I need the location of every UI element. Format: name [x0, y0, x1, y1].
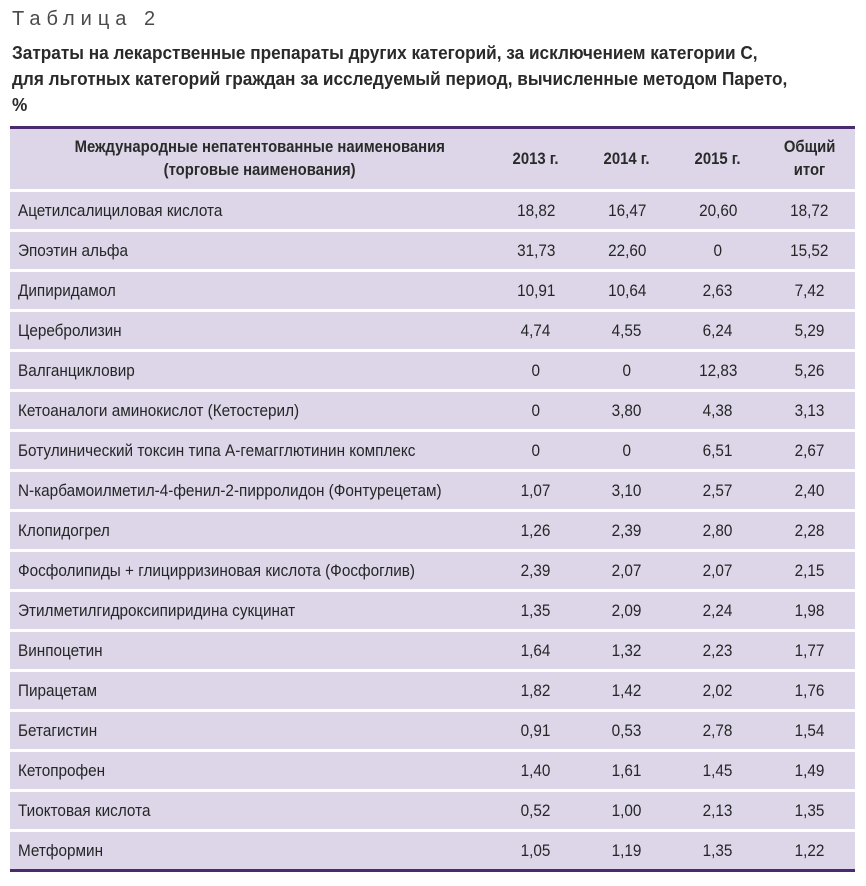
- cell-2015: [672, 231, 764, 271]
- cell-total-text: 1,77: [794, 640, 825, 660]
- cell-2013-text: 0: [531, 440, 541, 460]
- cell-drug-name: [10, 631, 490, 671]
- cell-total: [764, 831, 855, 871]
- cell-total-text: 2,28: [794, 520, 825, 540]
- cell-2014: [582, 431, 672, 471]
- cell-2015: [672, 311, 764, 351]
- table-row: [10, 671, 855, 711]
- cell-2014: [582, 191, 672, 231]
- cell-2014: [582, 831, 672, 871]
- cell-2015-text: 2,57: [703, 480, 733, 500]
- cell-2014: [582, 471, 672, 511]
- cell-total-text: 1,49: [794, 760, 825, 780]
- cell-total-text: 7,42: [794, 280, 825, 300]
- cell-2015-text: 20,60: [698, 200, 738, 220]
- cell-drug-name: [10, 311, 490, 351]
- cell-2013: [490, 551, 582, 591]
- cell-2014-text: 0: [622, 440, 632, 460]
- cell-2015-text: 2,78: [703, 720, 733, 740]
- cell-2013-text: 0,91: [521, 720, 551, 740]
- cell-2014-text: 2,39: [612, 520, 642, 540]
- cell-2015-text: 2,02: [703, 680, 733, 700]
- cell-drug-name: [10, 751, 490, 791]
- cell-drug-name-text: Кетоаналоги аминокислот (Кетостерил): [18, 400, 300, 420]
- cell-2013: [490, 391, 582, 431]
- cell-drug-name: [10, 551, 490, 591]
- cell-2013-text: 31,73: [516, 240, 556, 260]
- cell-2015-text: 2,23: [703, 640, 733, 660]
- cell-2014-text: 4,55: [612, 320, 642, 340]
- table-caption: Затраты на лекарственные препараты других категорий, за исключением категории С, для льготных категорий граждан за исследуемый период, вычисленные методом Парето, %: [12, 42, 788, 115]
- cell-2013-text: 1,35: [521, 600, 551, 620]
- cell-2013: [490, 431, 582, 471]
- cell-drug-name-text: Тиоктовая кислота: [18, 800, 151, 820]
- cell-2015: [672, 191, 764, 231]
- cell-drug-name-text: Клопидогрел: [18, 520, 110, 540]
- cell-2013: [490, 351, 582, 391]
- cell-drug-name: [10, 671, 490, 711]
- cell-2013-text: 1,07: [521, 480, 551, 500]
- table-row: [10, 591, 855, 631]
- cell-drug-name-text: Церебролизин: [18, 320, 122, 340]
- cell-drug-name: [10, 511, 490, 551]
- cell-drug-name: [10, 391, 490, 431]
- cell-2015: [672, 791, 764, 831]
- cell-drug-name: [10, 231, 490, 271]
- cell-total-text: 1,54: [794, 720, 825, 740]
- cell-total: [764, 431, 855, 471]
- cell-total: [764, 671, 855, 711]
- cell-2015: [672, 471, 764, 511]
- cell-2013: [490, 791, 582, 831]
- cell-2015: [672, 671, 764, 711]
- cell-drug-name-text: Кетопрофен: [18, 760, 106, 780]
- cell-drug-name-text: Метформин: [18, 840, 104, 860]
- table-row: [10, 711, 855, 751]
- table-row: [10, 191, 855, 231]
- cell-2015: [672, 591, 764, 631]
- header-drug-name-line1: Международные непатентованные наименования: [74, 138, 446, 156]
- cell-total: [764, 791, 855, 831]
- header-2014-label: 2014 г.: [603, 149, 650, 168]
- table-body: [10, 191, 855, 871]
- cell-total-text: 2,40: [794, 480, 825, 500]
- cell-2013-text: 1,64: [521, 640, 551, 660]
- cell-2014-text: 2,09: [612, 600, 642, 620]
- cell-drug-name: [10, 471, 490, 511]
- cell-drug-name-text: Ацетилсалициловая кислота: [18, 200, 223, 220]
- header-2015-label: 2015 г.: [694, 149, 741, 168]
- cell-2014-text: 10,64: [607, 280, 647, 300]
- cell-2014: [582, 711, 672, 751]
- cell-2013: [490, 671, 582, 711]
- cell-total: [764, 711, 855, 751]
- cell-total: [764, 591, 855, 631]
- cell-2015: [672, 551, 764, 591]
- cell-total: [764, 551, 855, 591]
- cell-total-text: 3,13: [794, 400, 825, 420]
- cell-2015-text: 6,24: [703, 320, 733, 340]
- cell-2014: [582, 751, 672, 791]
- cell-total: [764, 751, 855, 791]
- cell-2014: [582, 551, 672, 591]
- cell-drug-name: [10, 711, 490, 751]
- cell-2014-text: 1,42: [612, 680, 642, 700]
- cell-total: [764, 191, 855, 231]
- cell-2015: [672, 431, 764, 471]
- pareto-cost-table: [10, 126, 855, 872]
- table-row: [10, 831, 855, 871]
- cell-2015-text: 12,83: [698, 360, 738, 380]
- cell-total-text: 2,15: [794, 560, 825, 580]
- cell-2015: [672, 391, 764, 431]
- header-drug-name-line2: (торговые наименования): [164, 161, 356, 179]
- header-2014: [582, 128, 672, 191]
- cell-2013: [490, 471, 582, 511]
- cell-total-text: 15,52: [790, 240, 829, 260]
- cell-2013: [490, 231, 582, 271]
- header-2013-label: 2013 г.: [512, 149, 559, 168]
- cell-2014-text: 1,00: [612, 800, 642, 820]
- table-row: [10, 271, 855, 311]
- cell-2013: [490, 271, 582, 311]
- cell-2013-text: 1,26: [521, 520, 551, 540]
- cell-drug-name-text: N-карбамоилметил-4-фенил-2-пирролидон (Фонтурецетам): [18, 480, 442, 500]
- cell-2013-text: 1,05: [521, 840, 551, 860]
- cell-2013-text: 4,74: [521, 320, 551, 340]
- cell-2013: [490, 191, 582, 231]
- cell-2014: [582, 791, 672, 831]
- cell-2015-text: 4,38: [703, 400, 733, 420]
- table-row: [10, 431, 855, 471]
- cell-total-text: 1,22: [794, 840, 825, 860]
- cell-2015-text: 0: [713, 240, 723, 260]
- table-row: [10, 551, 855, 591]
- cell-drug-name: [10, 831, 490, 871]
- cell-drug-name-text: Валганцикловир: [18, 360, 135, 380]
- cell-2015-text: 6,51: [703, 440, 733, 460]
- cell-2013: [490, 591, 582, 631]
- cell-2015: [672, 271, 764, 311]
- cell-drug-name-text: Эпоэтин альфа: [18, 240, 129, 260]
- cell-total-text: 5,29: [794, 320, 825, 340]
- cell-2015-text: 1,35: [703, 840, 733, 860]
- cell-2014-text: 1,61: [612, 760, 642, 780]
- cell-drug-name: [10, 591, 490, 631]
- cell-2015-text: 2,07: [703, 560, 733, 580]
- cell-2014: [582, 271, 672, 311]
- cell-drug-name: [10, 351, 490, 391]
- cell-total-text: 1,35: [794, 800, 825, 820]
- cell-total-text: 18,72: [790, 200, 829, 220]
- cell-2014-text: 3,10: [612, 480, 642, 500]
- cell-total: [764, 271, 855, 311]
- cell-total: [764, 311, 855, 351]
- cell-2014-text: 22,60: [607, 240, 647, 260]
- cell-total-text: 1,76: [794, 680, 825, 700]
- cell-2013-text: 0: [531, 400, 541, 420]
- cell-2014: [582, 671, 672, 711]
- header-total: [764, 128, 855, 191]
- cell-2015-text: 2,63: [703, 280, 733, 300]
- cell-2015: [672, 831, 764, 871]
- cell-2015-text: 2,24: [703, 600, 733, 620]
- cell-total: [764, 231, 855, 271]
- cell-2014-text: 3,80: [612, 400, 642, 420]
- cell-2014-text: 0,53: [612, 720, 642, 740]
- cell-2013: [490, 311, 582, 351]
- cell-drug-name-text: Дипиридамол: [18, 280, 116, 300]
- cell-total: [764, 631, 855, 671]
- cell-drug-name-text: Фосфолипиды + глицирризиновая кислота (Фосфоглив): [18, 560, 416, 580]
- cell-2013: [490, 831, 582, 871]
- cell-2015-text: 2,80: [703, 520, 733, 540]
- header-2013: [490, 128, 582, 191]
- table-row: [10, 471, 855, 511]
- cell-drug-name-text: Ботулинический токсин типа А-гемагглютинин комплекс: [18, 440, 416, 460]
- table-row: [10, 751, 855, 791]
- header-total-line2: итог: [793, 161, 826, 179]
- table-row: [10, 391, 855, 431]
- header-2015: [672, 128, 764, 191]
- cell-total-text: 2,67: [794, 440, 825, 460]
- table-header-row: [10, 128, 855, 191]
- cell-drug-name: [10, 271, 490, 311]
- cell-drug-name-text: Винпоцетин: [18, 640, 103, 660]
- cell-2014: [582, 511, 672, 551]
- cell-total: [764, 471, 855, 511]
- cell-2015-text: 2,13: [703, 800, 733, 820]
- cell-2014: [582, 591, 672, 631]
- cell-2014: [582, 631, 672, 671]
- cell-2015-text: 1,45: [703, 760, 733, 780]
- cell-2014: [582, 391, 672, 431]
- cell-2014-text: 16,47: [607, 200, 647, 220]
- cell-2013-text: 1,40: [521, 760, 551, 780]
- cell-2014-text: 0: [622, 360, 632, 380]
- cell-2015: [672, 351, 764, 391]
- cell-2015: [672, 631, 764, 671]
- table-row: [10, 511, 855, 551]
- cell-2013: [490, 751, 582, 791]
- cell-2013-text: 10,91: [516, 280, 556, 300]
- cell-total-text: 5,26: [794, 360, 825, 380]
- header-total-line1: Общий: [783, 138, 836, 156]
- cell-drug-name-text: Бетагистин: [18, 720, 98, 740]
- cell-2013-text: 18,82: [516, 200, 556, 220]
- cell-drug-name-text: Пирацетам: [18, 680, 98, 700]
- cell-drug-name: [10, 791, 490, 831]
- table-row: [10, 311, 855, 351]
- cell-2015: [672, 511, 764, 551]
- cell-total-text: 1,98: [794, 600, 825, 620]
- cell-2014: [582, 351, 672, 391]
- cell-2013: [490, 631, 582, 671]
- cell-2013: [490, 711, 582, 751]
- cell-2015: [672, 751, 764, 791]
- cell-2014-text: 2,07: [612, 560, 642, 580]
- cell-2013-text: 0,52: [521, 800, 551, 820]
- cell-drug-name: [10, 431, 490, 471]
- cell-2013-text: 0: [531, 360, 541, 380]
- cell-2015: [672, 711, 764, 751]
- cell-2014-text: 1,32: [612, 640, 642, 660]
- cell-2014: [582, 231, 672, 271]
- cell-2013-text: 1,82: [521, 680, 551, 700]
- cell-total: [764, 351, 855, 391]
- header-drug-name: [10, 128, 490, 191]
- cell-2014: [582, 311, 672, 351]
- cell-total: [764, 391, 855, 431]
- table-row: [10, 791, 855, 831]
- cell-total: [764, 511, 855, 551]
- table-row: [10, 231, 855, 271]
- cell-drug-name-text: Этилметилгидроксипиридина сукцинат: [18, 600, 296, 620]
- cell-2013-text: 2,39: [521, 560, 551, 580]
- table-row: [10, 351, 855, 391]
- cell-drug-name: [10, 191, 490, 231]
- table-number-label: Таблица 2: [12, 8, 162, 30]
- cell-2014-text: 1,19: [612, 840, 642, 860]
- table-row: [10, 631, 855, 671]
- pareto-cost-table-container: [10, 126, 855, 872]
- cell-2013: [490, 511, 582, 551]
